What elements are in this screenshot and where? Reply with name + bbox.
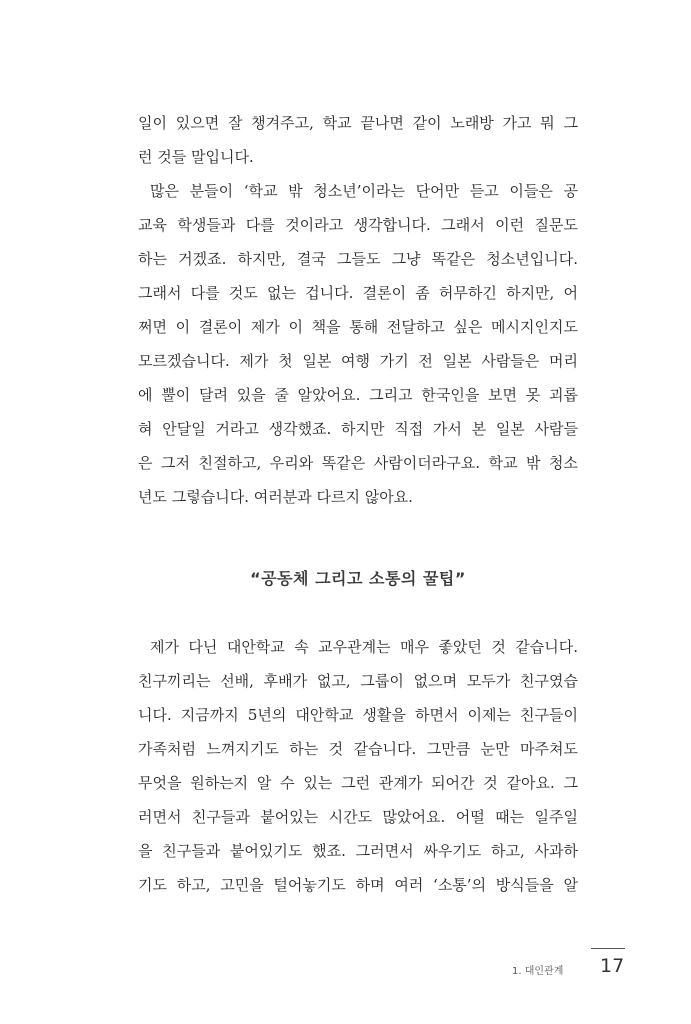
text-line: 쩌면 이 결론이 제가 이 책을 통해 전달하고 싶은 메시지인지도 — [138, 318, 578, 336]
text-line: 가족처럼 느껴지기도 하는 것 같습니다. 그만큼 눈만 마주쳐도 — [138, 740, 578, 758]
text-line: 많은 분들이 ‘학교 밖 청소년’이라는 단어만 듣고 이들은 공 — [150, 182, 578, 200]
text-line: 혀 안달일 거라고 생각했죠. 하지만 직접 가서 본 일본 사람들 — [138, 420, 578, 438]
text-line: 교육 학생들과 다를 것이라고 생각합니다. 그래서 이런 질문도 — [138, 216, 578, 234]
text-line: 을 친구들과 붙어있기도 했죠. 그러면서 싸우기도 하고, 사과하 — [138, 842, 578, 860]
text-line: 무엇을 원하는지 알 수 있는 그런 관계가 되어간 것 같아요. 그 — [138, 774, 578, 792]
section-heading: “공동체 그리고 소통의 꿀팁” — [250, 569, 466, 588]
text-line: 런 것들 말입니다. — [138, 148, 254, 166]
text-line: 년도 그렇습니다. 여러분과 다르지 않아요. — [138, 488, 413, 506]
text-line: 제가 다닌 대안학교 속 교우관계는 매우 좋았던 것 같습니다. — [150, 638, 578, 656]
text-line: 모르겠습니다. 제가 첫 일본 여행 가기 전 일본 사람들은 머리 — [138, 352, 578, 370]
body-text-block-2 — [138, 630, 578, 902]
text-line: 니다. 지금까지 5년의 대안학교 생활을 하면서 이제는 친구들이 — [138, 706, 578, 724]
text-line: 친구끼리는 선배, 후배가 없고, 그룹이 없으며 모두가 친구였습 — [138, 672, 578, 690]
body-text-block-1 — [138, 106, 578, 514]
text-line: 러면서 친구들과 붙어있는 시간도 많았어요. 어떨 때는 일주일 — [138, 808, 578, 826]
text-line: 그래서 다를 것도 없는 겁니다. 결론이 좀 허무하긴 하지만, 어 — [138, 284, 578, 302]
text-line: 에 뿔이 달려 있을 줄 알았어요. 그리고 한국인을 보면 못 괴롭 — [138, 386, 578, 404]
footer-divider — [591, 948, 625, 949]
footer-chapter-title: 1. 대인관계 — [512, 966, 564, 977]
text-line: 하는 거겠죠. 하지만, 결국 그들도 그냥 똑같은 청소년입니다. — [138, 250, 578, 268]
text-line: 기도 하고, 고민을 털어놓기도 하며 여러 ‘소통’의 방식들을 알 — [138, 876, 578, 894]
page-number: 17 — [600, 955, 625, 977]
text-line: 일이 있으면 잘 챙겨주고, 학교 끝나면 같이 노래방 가고 뭐 그 — [138, 114, 578, 132]
text-line: 은 그저 친절하고, 우리와 똑같은 사람이더라구요. 학교 밖 청소 — [138, 454, 578, 472]
